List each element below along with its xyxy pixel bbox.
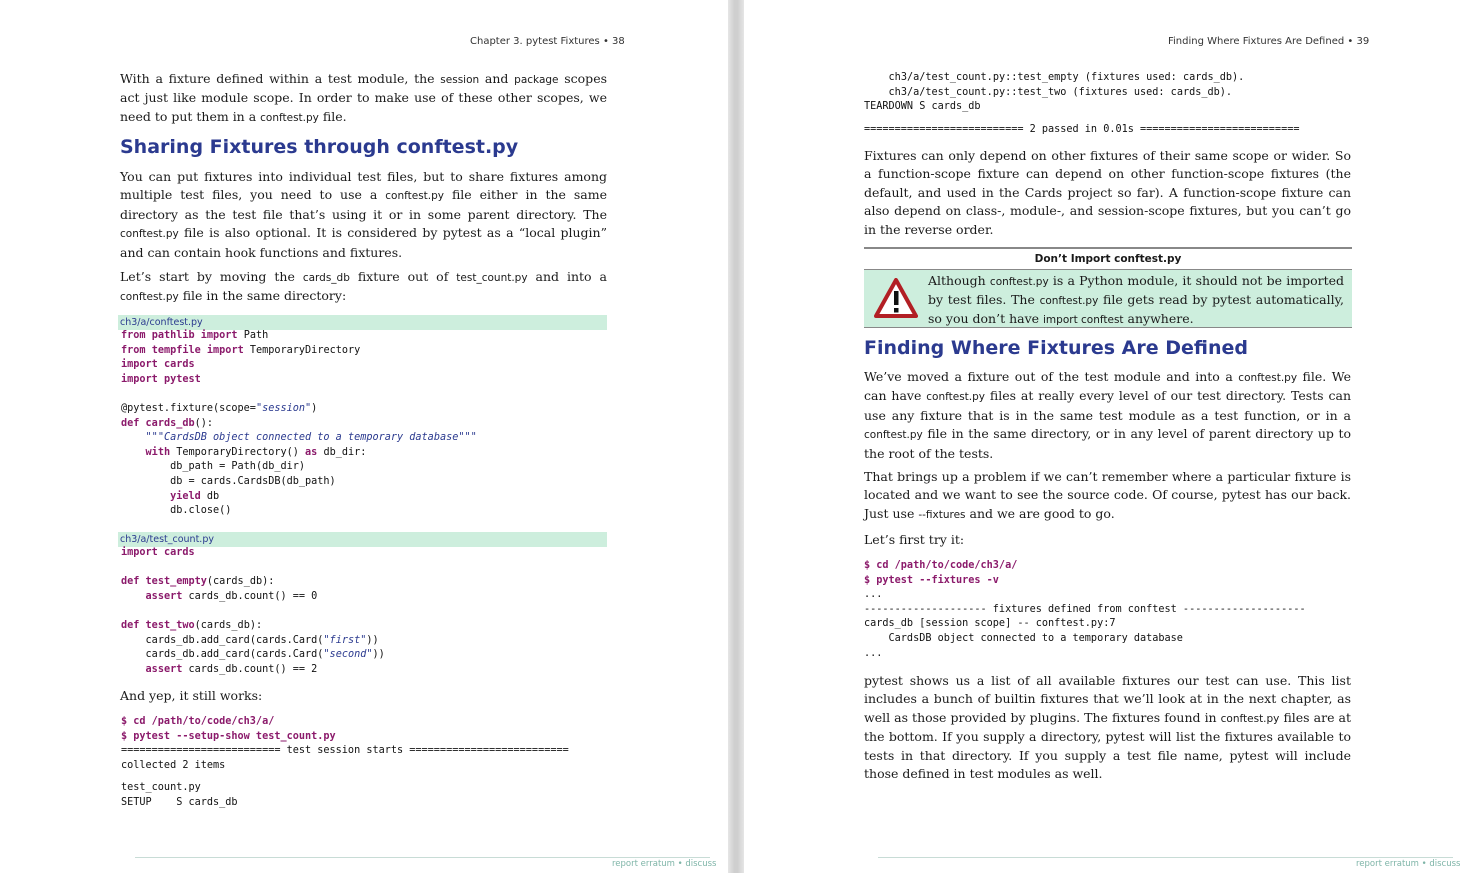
code-summary-line: ========================== 2 passed in 0.01s ========================== (864, 124, 1300, 135)
paragraph: Fixtures can only depend on other fixtures of their same scope or wider. So a function-scope fixture can depend on other function-scope fixtures (the default, and used in the Cards project so far). A function-scope fixture can also depend on class-, module-, and session-scope fixtures, but you can’t go in the reverse order. (864, 148, 1351, 237)
paragraph: Let’s start by moving the cards_db fixture out of test_count.py and into a conftest.py file in the same directory: (120, 269, 607, 304)
code-fixtures-output: $ cd /path/to/code/ch3/a/ $ pytest --fixtures -v ... -------------------- fixtures defined from conftest -------------------- cards_db [session scope] -- conftest.py:7 CardsDB object connected to a temporary database ... (864, 560, 1306, 659)
sidebar-box (864, 269, 1352, 328)
section-heading: Sharing Fixtures through conftest.py (120, 136, 519, 158)
running-head-right: Finding Where Fixtures Are Defined • 39 (1168, 36, 1370, 47)
paragraph: That brings up a problem if we can’t remember where a particular fixture is located and we want to see the source code. Of course, pytest has our back. Just use --fixtures and we are good to go. (864, 469, 1351, 521)
paragraph: With a fixture defined within a test module, the session and package scopes act just like module scope. In order to make use of these other scopes, we need to put them in a conftest.py file. (120, 71, 608, 124)
code-terminal-output-cont: test_count.py SETUP S cards_db (121, 782, 238, 808)
sidebar-title: Don’t Import conftest.py (864, 247, 1352, 269)
warning-icon (874, 278, 918, 318)
footer-rule (878, 857, 1453, 858)
paragraph: You can put fixtures into individual test files, but to share fixtures among multiple test files, you need to use a conftest.py file either in the same directory as the test file that’s using it or in some parent directory. The conftest.py file is also optional. It is considered by pytest as a “local plugin” and can contain hook functions and fixtures. (120, 169, 607, 260)
sidebar-text: Although conftest.py is a Python module, it should not be imported by test files. The conftest.py file gets read by pytest automatically, so you don’t have import conftest anywhere. (928, 273, 1344, 326)
paragraph: Let’s first try it: (864, 532, 965, 547)
page-divider (728, 0, 744, 873)
warning-sidebar (864, 247, 1352, 328)
code-terminal-output: $ cd /path/to/code/ch3/a/ $ pytest --setup-show test_count.py ========================== test session starts ========================== collected 2 items (121, 716, 569, 771)
code-caption: ch3/a/conftest.py (118, 315, 607, 330)
code-terminal-output-continued: ch3/a/test_count.py::test_empty (fixtures used: cards_db). ch3/a/test_count.py::test_two (fixtures used: cards_db). TEARDOWN S cards_db (864, 72, 1245, 113)
section-heading: Finding Where Fixtures Are Defined (864, 337, 1248, 359)
running-head-left: Chapter 3. pytest Fixtures • 38 (470, 36, 625, 47)
paragraph: We’ve moved a fixture out of the test module and into a conftest.py file. We can have conftest.py files at really every level of our test directory. Tests can use any fixture that is in the same test module as a test function, or in a conftest.py file in the same directory, or in any level of parent directory up to the root of the tests. (864, 369, 1351, 461)
footer-links[interactable]: report erratum • discuss (612, 859, 717, 869)
paragraph: And yep, it still works: (120, 688, 263, 703)
code-listing-test-count: import cards def test_empty(cards_db): assert cards_db.count() == 0 def test_two(cards_db): cards_db.add_card(cards.Card("first")) cards_db.add_card(cards.Card("second")) assert cards_db.count() == 2 (121, 547, 385, 675)
footer-rule (135, 857, 710, 858)
footer-links[interactable]: report erratum • discuss (1356, 859, 1461, 869)
code-listing-conftest: from pathlib import Path from tempfile import TemporaryDirectory import cards import pytest @pytest.fixture(scope="session") def cards_db(): """CardsDB object connected to a temporary database""" with TemporaryDirectory() as db_dir: db_path = Path(db_dir) db = cards.CardsDB(db_path) yield db db.close() (121, 330, 477, 517)
left-page (0, 0, 728, 873)
code-caption: ch3/a/test_count.py (118, 532, 607, 547)
paragraph: pytest shows us a list of all available fixtures our test can use. This list includes a bunch of builtin fixtures that we’ll look at in the next chapter, as well as those provided by plugins. The fixtures found in conftest.py files are at the bottom. If you supply a directory, pytest will list the fixtures available to tests in that directory. If you supply a test file name, pytest will include those defined in test modules as well. (864, 673, 1351, 782)
